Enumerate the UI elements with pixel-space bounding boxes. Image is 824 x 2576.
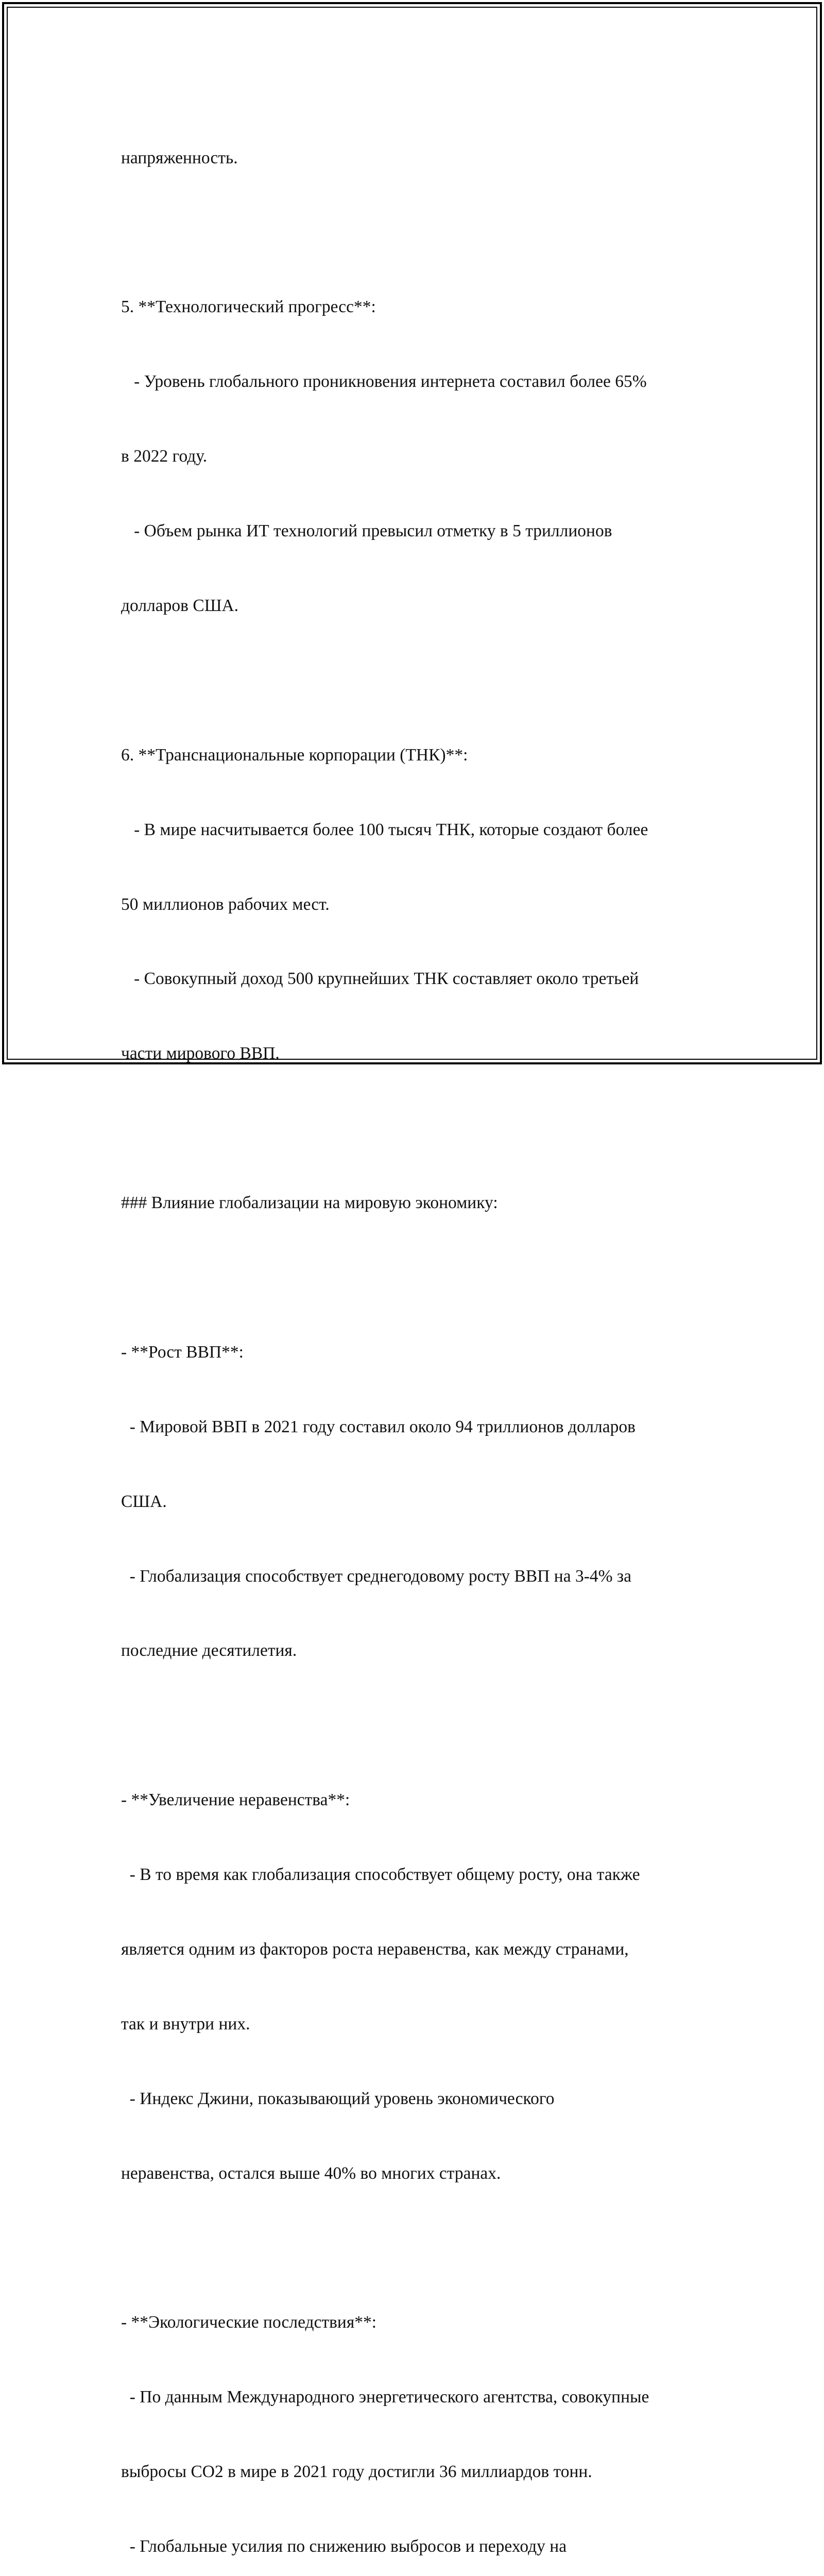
text-line: США.	[121, 1492, 167, 1511]
bullet-heading-gdp-growth: - **Рост ВВП**:	[121, 1342, 244, 1362]
text-line: неравенства, остался выше 40% во многих странах.	[121, 2163, 501, 2183]
text-line: - Индекс Джини, показывающий уровень экономического	[121, 2089, 555, 2108]
text-line: - Объем рынка ИТ технологий превысил отметку в 5 триллионов	[121, 521, 612, 541]
text-line: - Мировой ВВП в 2021 году составил около 94 триллионов долларов	[121, 1417, 636, 1436]
section-heading-tnc: 6. **Транснациональные корпорации (ТНК)**:	[121, 745, 468, 765]
text-line: - В то время как глобализация способствует общему росту, она также	[121, 1865, 640, 1885]
text-line: - Совокупный доход 500 крупнейших ТНК составляет около третьей	[121, 969, 639, 989]
text-line: 50 миллионов рабочих мест.	[121, 894, 330, 914]
text-line: - В мире насчитывается более 100 тысяч ТНК, которые создают более	[121, 820, 648, 839]
blank-line	[121, 1116, 718, 1141]
blank-line	[121, 220, 718, 245]
text-line: части мирового ВВП.	[121, 1044, 280, 1063]
text-line: в 2022 году.	[121, 447, 208, 466]
text-line: выбросы CO2 в мире в 2021 году достигли 36 миллиардов тонн.	[121, 2462, 592, 2482]
text-line: напряженность.	[121, 148, 238, 167]
text-line: долларов США.	[121, 596, 239, 615]
blank-line	[121, 668, 718, 693]
bullet-heading-inequality: - **Увеличение неравенства**:	[121, 1790, 350, 1810]
text-line: - Уровень глобального проникновения интернета составил более 65%	[121, 372, 647, 392]
document-body	[121, 96, 718, 2576]
text-line: последние десятилетия.	[121, 1641, 297, 1660]
text-line: является одним из факторов роста неравенства, как между странами,	[121, 1939, 629, 1959]
blank-line	[121, 1713, 718, 1738]
section-heading-tech-progress: 5. **Технологический прогресс**:	[121, 297, 376, 317]
text-line: - Глобализация способствует среднегодовому росту ВВП на 3-4% за	[121, 1566, 631, 1586]
bullet-heading-ecology: - **Экологические последствия**:	[121, 2313, 377, 2332]
text-line: - Глобальные усилия по снижению выбросов и переходу на	[121, 2537, 567, 2556]
subheading-globalization-impact: ### Влияние глобализации на мировую экономику:	[121, 1193, 498, 1213]
text-line: так и внутри них.	[121, 2014, 250, 2033]
text-line: - По данным Международного энергетического агентства, совокупные	[121, 2387, 649, 2407]
blank-line	[121, 1265, 718, 1290]
blank-line	[121, 2236, 718, 2261]
